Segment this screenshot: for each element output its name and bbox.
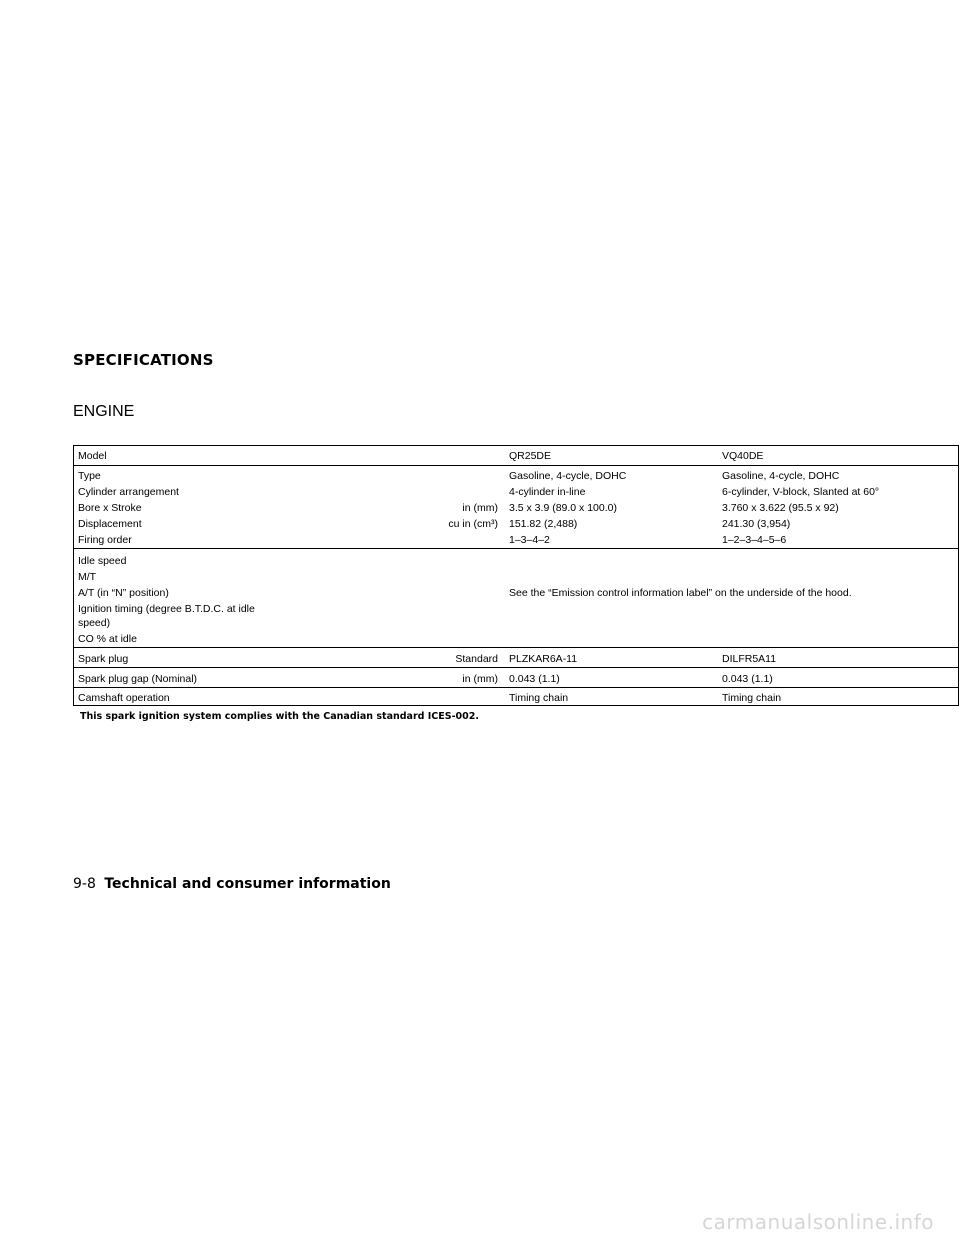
row-label: M/T [78, 571, 97, 583]
row-vq-value: 1–2–3–4–5–6 [722, 534, 787, 546]
page-footer [73, 876, 391, 892]
header-vq40de: VQ40DE [722, 450, 764, 462]
row-qr-value: Timing chain [509, 692, 569, 704]
table-row [74, 616, 958, 630]
divider [74, 647, 958, 648]
row-label: Camshaft operation [78, 692, 170, 704]
row-label: Idle speed [78, 555, 127, 567]
row-vq-value: DILFR5A11 [722, 653, 777, 665]
table-row [74, 554, 958, 568]
header-qr25de: QR25DE [509, 450, 552, 462]
row-vq-value: Timing chain [722, 692, 782, 704]
row-label: Spark plug [78, 653, 129, 665]
section-title: SPECIFICATIONS [73, 351, 214, 369]
row-vq-value: 6-cylinder, V-block, Slanted at 60° [722, 486, 880, 498]
row-unit: cu in (cm³) [448, 518, 498, 530]
table-row [74, 501, 958, 515]
row-label: Displacement [78, 518, 142, 530]
divider [74, 465, 958, 466]
row-qr-value: PLZKAR6A-11 [509, 653, 578, 665]
row-vq-value: 3.760 x 3.622 (95.5 x 92) [722, 502, 839, 514]
table-header-row [74, 449, 958, 463]
footer-title: Technical and consumer information [104, 876, 391, 892]
row-label: A/T (in “N” position) [78, 587, 169, 599]
divider [74, 667, 958, 668]
row-label: Type [78, 470, 101, 482]
row-qr-value: 1–3–4–2 [509, 534, 550, 546]
row-label: CO % at idle [78, 633, 137, 645]
row-qr-value: 3.5 x 3.9 (89.0 x 100.0) [509, 502, 617, 514]
emission-label-note: See the “Emission control information label” on the underside of the hood. [509, 587, 852, 599]
row-qr-value: 0.043 (1.1) [509, 673, 560, 685]
row-unit: in (mm) [462, 502, 498, 514]
row-label: Cylinder arrangement [78, 486, 179, 498]
table-row [74, 586, 958, 600]
watermark: carmanualsonline.info [702, 1210, 934, 1234]
row-unit: in (mm) [462, 673, 498, 685]
table-row [74, 652, 958, 666]
row-vq-value: Gasoline, 4-cycle, DOHC [722, 470, 840, 482]
table-row [74, 469, 958, 483]
table-row [74, 517, 958, 531]
table-row [74, 485, 958, 499]
divider [74, 687, 958, 688]
row-unit: Standard [455, 653, 498, 665]
engine-spec-table [73, 445, 959, 706]
table-row [74, 602, 958, 616]
row-vq-value: 0.043 (1.1) [722, 673, 773, 685]
table-row [74, 632, 958, 646]
row-label: Firing order [78, 534, 132, 546]
header-model-label: Model [78, 450, 107, 462]
page-number: 9-8 [73, 876, 96, 892]
row-vq-value: 241.30 (3,954) [722, 518, 791, 530]
table-row [74, 672, 958, 686]
table-row [74, 691, 958, 705]
divider [74, 548, 958, 549]
row-label: Bore x Stroke [78, 502, 142, 514]
engine-subtitle: ENGINE [73, 403, 135, 420]
row-label: speed) [78, 617, 111, 629]
row-label: Spark plug gap (Nominal) [78, 673, 198, 685]
row-qr-value: 151.82 (2,488) [509, 518, 578, 530]
table-row [74, 533, 958, 547]
row-qr-value: 4-cylinder in-line [509, 486, 586, 498]
ices-compliance-note: This spark ignition system complies with the Canadian standard ICES-002. [80, 711, 479, 722]
row-label: Ignition timing (degree B.T.D.C. at idle [78, 603, 255, 615]
table-row [74, 570, 958, 584]
row-qr-value: Gasoline, 4-cycle, DOHC [509, 470, 627, 482]
